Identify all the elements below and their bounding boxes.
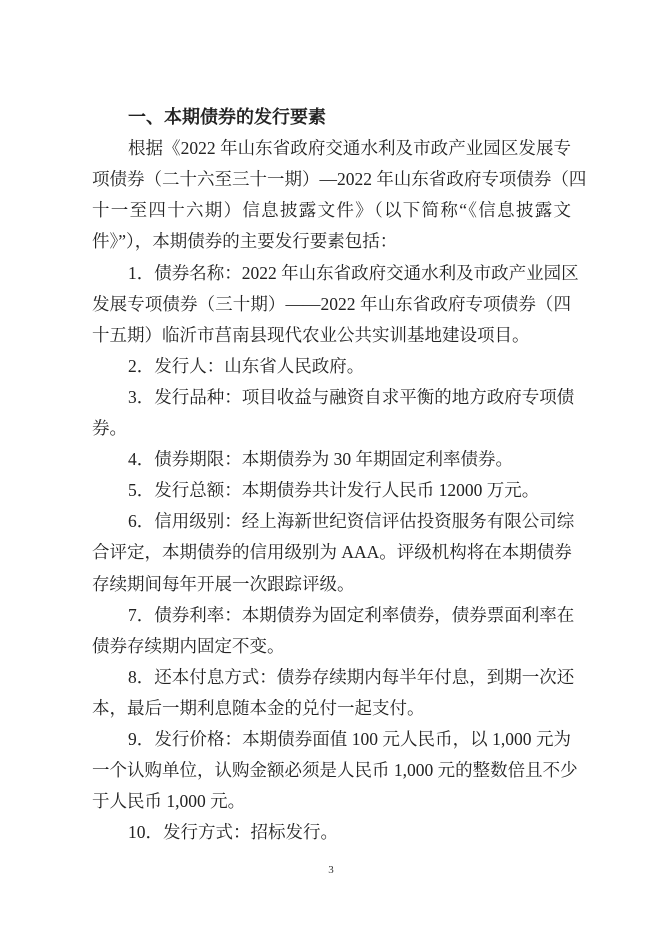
text-line: 9．发行价格：本期债券面值 100 元人民币，以 1,000 元为 <box>128 729 571 749</box>
text-line: 4．债券期限：本期债券为 30 年期固定利率债券。 <box>128 449 513 470</box>
text-line: 3．发行品种：项目收益与融资自求平衡的地方政府专项债 <box>128 386 575 407</box>
text-line: 1．债券名称：2022 年山东省政府交通水利及市政产业园区 <box>128 262 579 283</box>
text-line: 本，最后一期利息随本金的兑付一起支付。 <box>92 697 425 718</box>
section-heading: 一、本期债券的发行要素 <box>128 107 326 127</box>
text-line: 项债券（二十六至三十一期）—2022 年山东省政府专项债券（四 <box>92 169 587 190</box>
text-line: 件》”），本期债券的主要发行要素包括： <box>92 231 398 252</box>
text-line: 8．还本付息方式：债券存续期内每半年付息，到期一次还 <box>128 666 575 687</box>
text-line: 2．发行人：山东省人民政府。 <box>128 355 365 376</box>
text-line: 十五期）临沂市莒南县现代农业公共实训基地建设项目。 <box>92 324 530 345</box>
text-line: 十一至四十六期）信息披露文件》（以下简称“《信息披露文 <box>92 200 571 221</box>
text-line: 7．债券利率：本期债券为固定利率债券，债券票面利率在 <box>128 604 575 625</box>
text-line: 10．发行方式：招标发行。 <box>128 822 338 843</box>
text-line: 6．信用级别：经上海新世纪资信评估投资服务有限公司综 <box>128 511 575 532</box>
text-line: 存续期间每年开展一次跟踪评级。 <box>92 573 355 594</box>
text-line: 券。 <box>92 418 127 438</box>
text-line: 发展专项债券（三十期）——2022 年山东省政府专项债券（四 <box>92 293 571 314</box>
text-line: 一个认购单位，认购金额必须是人民币 1,000 元的整数倍且不少 <box>92 760 578 781</box>
text-line: 根据《2022 年山东省政府交通水利及市政产业园区发展专 <box>128 138 571 159</box>
text-line: 合评定，本期债券的信用级别为 AAA。评级机构将在本期债券 <box>92 542 572 563</box>
text-line: 于人民币 1,000 元。 <box>92 791 246 812</box>
text-line: 债券存续期内固定不变。 <box>92 635 285 656</box>
page-number: 3 <box>328 864 334 876</box>
text-line: 5．发行总额：本期债券共计发行人民币 12000 万元。 <box>128 480 540 501</box>
